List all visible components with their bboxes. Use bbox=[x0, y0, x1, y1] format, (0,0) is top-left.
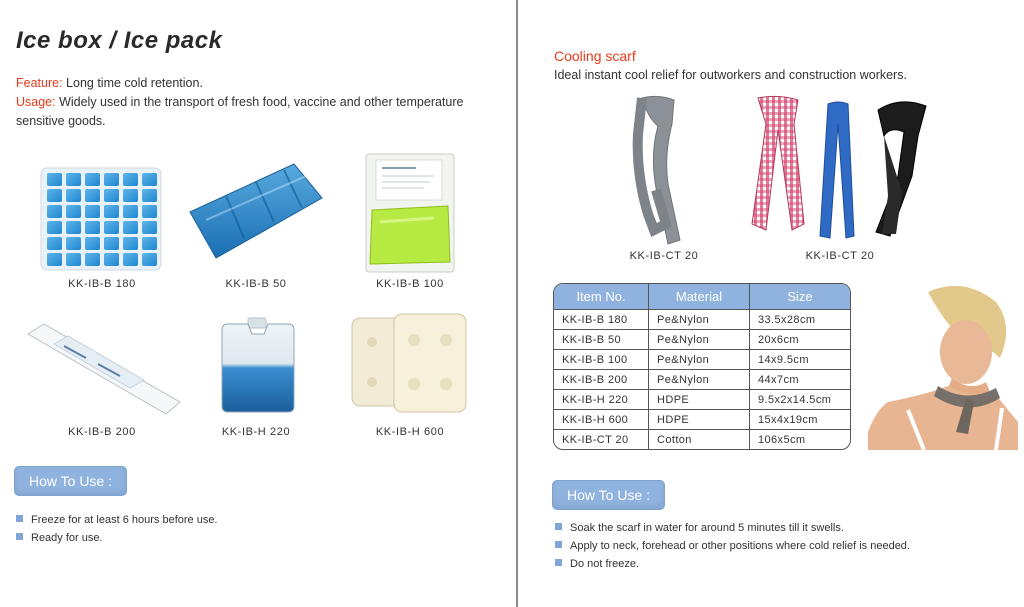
table-row bbox=[554, 410, 850, 430]
feature-paragraph bbox=[16, 74, 496, 131]
cell-size: 9.5x2x14.5cm bbox=[750, 390, 850, 410]
how-to-use-item: Soak the scarf in water for around 5 minutes till it swells. bbox=[555, 522, 844, 534]
cell-item-no: KK-IB-B 100 bbox=[554, 350, 649, 370]
table-header-row bbox=[554, 284, 850, 310]
product-caption: KK-IB-B 200 bbox=[68, 426, 136, 438]
how-to-use-item: Ready for use. bbox=[16, 532, 103, 544]
cell-size: 44x7cm bbox=[750, 370, 850, 390]
black-scarf-image bbox=[868, 96, 932, 240]
cell-material: HDPE bbox=[649, 390, 750, 410]
table-row bbox=[554, 350, 850, 370]
cell-item-no: KK-IB-H 220 bbox=[554, 390, 649, 410]
table-row bbox=[554, 390, 850, 410]
bullet-icon bbox=[555, 559, 562, 566]
bullet-icon bbox=[555, 541, 562, 548]
woman-wearing-scarf-image bbox=[868, 282, 1020, 450]
grey-scarf-image bbox=[628, 94, 688, 246]
product-caption: KK-IB-H 600 bbox=[375, 426, 445, 438]
cell-material: HDPE bbox=[649, 410, 750, 430]
cell-material: Pe&Nylon bbox=[649, 310, 750, 330]
slim-sachet-image bbox=[24, 322, 184, 418]
col-header-material: Material bbox=[649, 284, 750, 310]
page-divider bbox=[516, 0, 518, 607]
table-row bbox=[554, 310, 850, 330]
cell-size: 14x9.5cm bbox=[750, 350, 850, 370]
scarf-caption: KK-IB-CT 20 bbox=[805, 250, 875, 262]
table-row bbox=[554, 430, 850, 449]
cell-item-no: KK-IB-B 200 bbox=[554, 370, 649, 390]
cell-item-no: KK-IB-B 180 bbox=[554, 310, 649, 330]
col-header-item-no: Item No. bbox=[554, 284, 649, 310]
cell-material: Pe&Nylon bbox=[649, 330, 750, 350]
feature-label: Feature: bbox=[16, 76, 63, 90]
product-caption: KK-IB-B 100 bbox=[376, 278, 444, 290]
hard-ice-box-blue-image bbox=[218, 316, 298, 414]
blue-gel-pack-image bbox=[186, 160, 326, 265]
how-to-use-badge: How To Use : bbox=[552, 480, 665, 510]
cell-size: 15x4x19cm bbox=[750, 410, 850, 430]
cell-material: Pe&Nylon bbox=[649, 370, 750, 390]
cooling-scarf-heading: Cooling scarf bbox=[554, 48, 636, 64]
how-to-use-item: Apply to neck, forehead or other positions where cold relief is needed. bbox=[555, 540, 910, 552]
feature-text: Long time cold retention. bbox=[62, 76, 203, 90]
ice-grid-image bbox=[38, 165, 164, 273]
usage-label: Usage: bbox=[16, 95, 56, 109]
how-to-use-item: Freeze for at least 6 hours before use. bbox=[16, 514, 218, 526]
cell-item-no: KK-IB-B 50 bbox=[554, 330, 649, 350]
cream-ice-brick-image bbox=[348, 312, 472, 416]
table-row bbox=[554, 330, 850, 350]
page-title: Ice box / Ice pack bbox=[16, 27, 223, 54]
cell-material: Cotton bbox=[649, 430, 750, 449]
green-gel-bag-image bbox=[364, 152, 456, 274]
product-caption: KK-IB-B 180 bbox=[68, 278, 136, 290]
cell-item-no: KK-IB-CT 20 bbox=[554, 430, 649, 449]
spec-table bbox=[553, 283, 851, 450]
product-caption: KK-IB-B 50 bbox=[225, 278, 287, 290]
cooling-scarf-subheading: Ideal instant cool relief for outworkers and construction workers. bbox=[554, 68, 907, 82]
checked-scarf-image bbox=[748, 94, 808, 236]
cell-size: 106x5cm bbox=[758, 433, 806, 446]
blue-scarf-image bbox=[814, 100, 862, 240]
usage-text: Widely used in the transport of fresh food, vaccine and other temperature sensitive goods. bbox=[16, 95, 464, 128]
cell-material: Pe&Nylon bbox=[649, 350, 750, 370]
table-row bbox=[554, 370, 850, 390]
how-to-use-badge: How To Use : bbox=[14, 466, 127, 496]
col-header-size: Size bbox=[750, 284, 850, 310]
cell-item-no: KK-IB-H 600 bbox=[554, 410, 649, 430]
scarf-caption: KK-IB-CT 20 bbox=[629, 250, 699, 262]
product-caption: KK-IB-H 220 bbox=[221, 426, 291, 438]
how-to-use-item: Do not freeze. bbox=[555, 558, 639, 570]
bullet-icon bbox=[555, 523, 562, 530]
bullet-icon bbox=[16, 515, 23, 522]
cell-size: 33.5x28cm bbox=[750, 310, 850, 330]
bullet-icon bbox=[16, 533, 23, 540]
cell-size: 20x6cm bbox=[750, 330, 850, 350]
